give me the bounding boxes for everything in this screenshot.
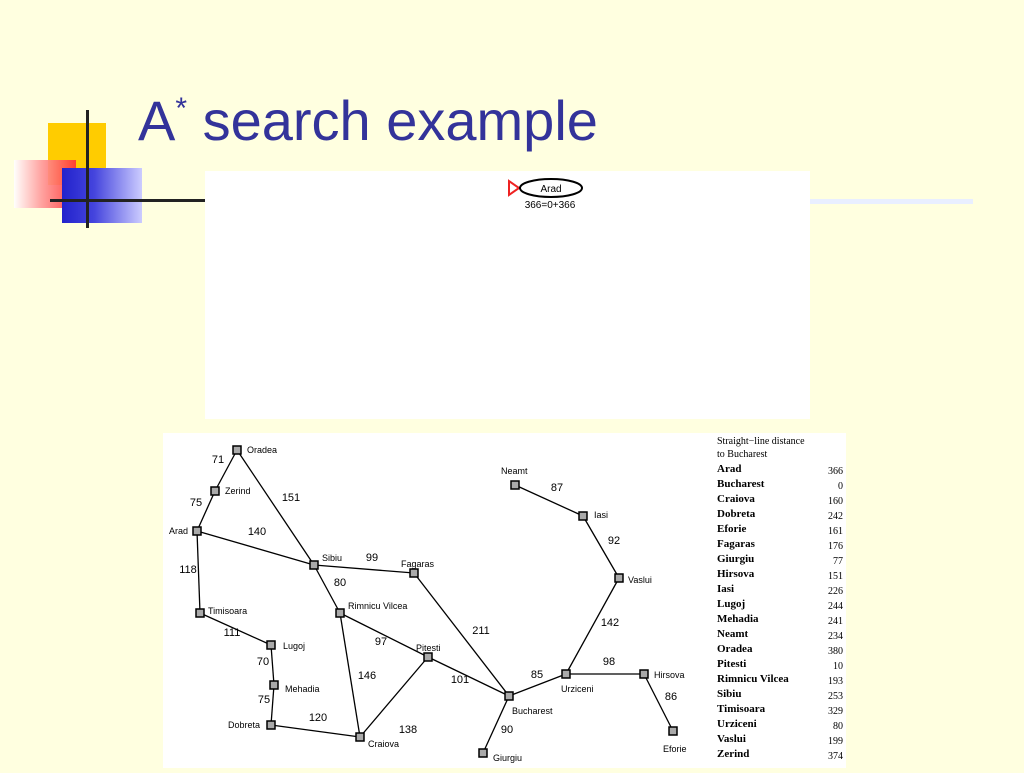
road-sibiu-fagaras [314,565,414,573]
city-marker-mehadia [270,681,278,689]
city-label-arad: Arad [168,526,188,536]
road-distance-oradea-sibiu: 151 [281,492,301,504]
current-node-marker-icon [509,181,519,195]
sld-value-11: 234 [828,631,843,642]
city-label-timisoara: Timisoara [208,606,248,616]
sld-value-13: 10 [833,661,843,672]
city-label-bucharest: Bucharest [512,706,553,716]
city-marker-rimnicu [336,609,344,617]
city-marker-zerind [211,487,219,495]
city-label-urziceni: Urziceni [561,684,594,694]
cities-layer [169,445,687,763]
sld-value-15: 253 [828,691,843,702]
city-label-vaslui: Vaslui [628,575,652,585]
sld-city-12: Oradea [717,643,753,655]
sld-city-11: Neamt [717,628,749,640]
road-distance-iasi-neamt: 87 [550,482,564,494]
sld-city-15: Sibiu [717,688,742,700]
sld-value-14: 193 [828,676,843,687]
city-label-zerind: Zerind [225,486,251,496]
sld-value-1: 0 [838,481,843,492]
city-marker-timisoara [196,609,204,617]
sld-city-9: Lugoj [717,598,746,610]
slide-title [138,88,598,153]
road-distance-craiova-pitesti: 138 [398,724,418,736]
road-distance-timisoara-lugoj: 111 [223,627,241,639]
sld-city-14: Rimnicu Vilcea [717,673,789,685]
city-label-lugoj: Lugoj [283,641,306,651]
sld-city-17: Urziceni [717,718,757,730]
city-label-giurgiu: Giurgiu [493,753,523,763]
sld-value-12: 380 [828,646,843,657]
sld-city-8: Iasi [717,583,735,595]
city-marker-arad [193,527,201,535]
road-dobreta-craiova [271,725,360,737]
city-marker-pitesti [424,653,432,661]
city-label-iasi: Iasi [594,510,609,520]
city-label-sibiu: Sibiu [322,553,343,563]
sld-city-5: Fagaras [717,538,755,550]
sld-value-5: 176 [828,541,843,552]
road-arad-timisoara [197,531,200,613]
sld-city-0: Arad [717,463,742,475]
title-superscript: * [175,92,188,125]
road-distance-sibiu-fagaras: 99 [365,552,379,564]
city-label-dobreta: Dobreta [227,720,260,730]
road-oradea-sibiu [237,450,314,565]
road-distance-sibiu-rimnicu: 80 [333,577,347,589]
road-distance-bucharest-urziceni: 85 [530,669,544,681]
city-marker-urziceni [562,670,570,678]
tree-node-root-f-value: 366=0+366 [524,200,576,211]
city-label-rimnicu: Rimnicu Vilcea [348,601,408,611]
decor-blue-square [62,168,142,223]
road-distance-rimnicu-pitesti: 97 [374,636,388,648]
city-label-mehadia: Mehadia [285,684,320,694]
city-label-neamt: Neamt [501,466,528,476]
city-label-fagaras: Fagaras [401,559,435,569]
city-marker-lugoj [267,641,275,649]
road-distance-lugoj-mehadia: 70 [256,656,270,668]
city-marker-craiova [356,733,364,741]
sld-value-2: 160 [828,496,843,507]
road-distance-pitesti-bucharest: 101 [450,674,470,686]
city-label-craiova: Craiova [368,739,400,749]
city-marker-hirsova [640,670,648,678]
decor-horizontal-line [50,199,210,202]
city-label-hirsova: Hirsova [654,670,685,680]
tree-node-root-label: Arad [540,184,562,195]
sld-city-2: Craiova [717,493,755,505]
city-label-eforie: Eforie [663,744,687,754]
city-marker-iasi [579,512,587,520]
sld-city-3: Dobreta [717,508,756,520]
sld-value-17: 80 [833,721,843,732]
road-mehadia-dobreta [271,685,274,725]
city-marker-giurgiu [479,749,487,757]
sld-city-1: Bucharest [717,478,765,490]
road-distance-zerind-arad: 75 [189,497,203,509]
road-craiova-pitesti [357,657,428,737]
sld-table-subtitle: to Bucharest [717,449,768,460]
title-main: A [138,89,176,152]
city-marker-fagaras [410,569,418,577]
city-marker-neamt [511,481,519,489]
city-marker-oradea [233,446,241,454]
road-vaslui-iasi [583,516,619,578]
search-tree-panel [205,171,810,419]
sld-city-18: Vaslui [717,733,746,745]
sld-city-19: Zerind [717,748,750,760]
title-rest: search example [187,89,598,152]
road-distance-fagaras-bucharest: 211 [472,625,490,637]
sld-value-10: 241 [828,616,843,627]
road-sibiu-rimnicu [314,565,340,613]
sld-value-9: 244 [828,601,843,612]
sld-value-8: 226 [828,586,843,597]
sld-value-3: 242 [828,511,843,522]
road-distance-rimnicu-craiova: 146 [357,670,377,682]
sld-city-10: Mehadia [717,613,759,625]
road-distance-urziceni-hirsova: 98 [602,656,616,668]
city-label-pitesti: Pitesti [416,643,441,653]
road-distance-mehadia-dobreta: 75 [257,694,271,706]
sld-value-0: 366 [828,466,843,477]
sld-city-6: Giurgiu [717,553,755,565]
city-marker-vaslui [615,574,623,582]
roads-layer [197,450,673,753]
road-distance-vaslui-iasi: 92 [607,535,621,547]
road-distance-arad-sibiu: 140 [247,526,267,538]
sld-city-7: Hirsova [717,568,755,580]
road-distance-arad-timisoara: 118 [179,564,197,576]
sld-city-13: Pitesti [717,658,747,670]
search-tree-svg [205,171,810,419]
road-lugoj-mehadia [271,645,274,685]
road-rimnicu-pitesti [340,613,428,657]
sld-value-4: 161 [828,526,843,537]
sld-table-title: Straight−line distance [717,436,805,447]
city-label-oradea: Oradea [247,445,278,455]
sld-value-18: 199 [828,736,843,747]
city-marker-bucharest [505,692,513,700]
sld-city-4: Eforie [717,523,747,535]
sld-value-19: 374 [828,751,843,762]
road-iasi-neamt [515,485,583,516]
road-distance-dobreta-craiova: 120 [308,712,328,724]
city-marker-dobreta [267,721,275,729]
road-distance-labels [179,454,677,736]
sld-table [717,436,843,762]
road-distance-urziceni-vaslui: 142 [600,617,620,629]
romania-map-svg [163,433,846,768]
city-marker-eforie [669,727,677,735]
romania-map-panel [163,433,846,768]
city-marker-sibiu [310,561,318,569]
decor-vertical-line [86,110,89,228]
sld-value-6: 77 [833,556,843,567]
road-distance-bucharest-giurgiu: 90 [500,724,514,736]
road-distance-hirsova-eforie: 86 [664,691,678,703]
sld-city-16: Timisoara [717,703,766,715]
sld-value-16: 329 [828,706,843,717]
decor-title-underline [808,199,973,204]
sld-value-7: 151 [828,571,843,582]
road-distance-oradea-zerind: 71 [211,454,225,466]
